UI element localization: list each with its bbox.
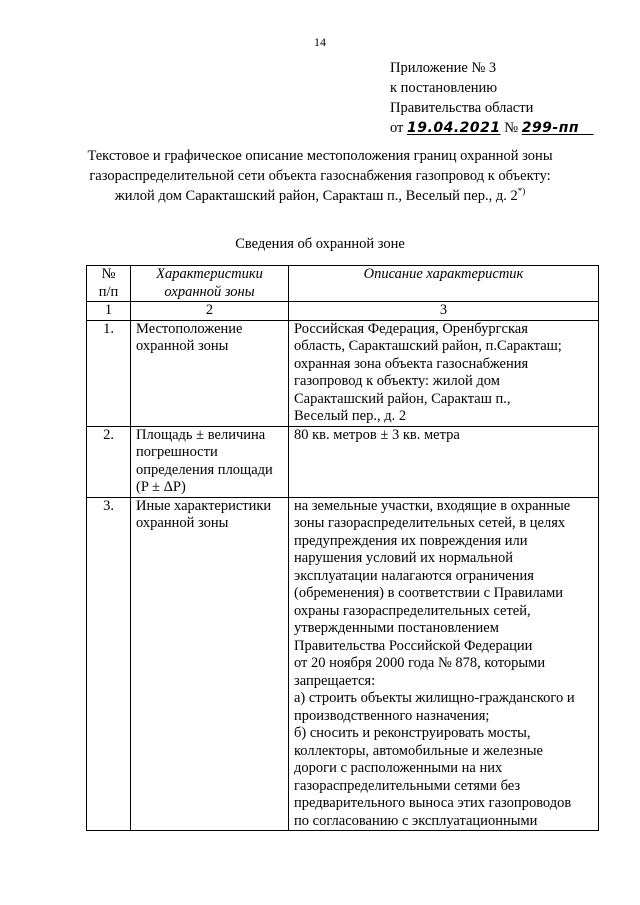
row-characteristic: Местоположение охранной зоны xyxy=(131,320,289,426)
handwritten-date: 19.04.2021 xyxy=(407,120,501,136)
row-number: 2. xyxy=(87,426,131,497)
row-number: 1. xyxy=(87,320,131,426)
date-prefix: от xyxy=(390,120,404,136)
index-cell-3: 3 xyxy=(289,302,599,321)
appendix-line-1: Приложение № 3 xyxy=(390,60,497,76)
table-row xyxy=(87,497,599,831)
row-description: на земельные участки, входящие в охранные зоны газораспределительных сетей, в целях предупреждения их повреждения или нарушения условий их нормальной эксплуатации налагаются ограничения (обременения) в соответствии с Правилами охраны газораспределительных сетей, утвержденными постановлением Правительства Российской Федерации от 20 ноября 2000 года № 878, которыми запрещается: а) строить объекты жилищно-гражданского и производственного назначения; б) сносить и реконструировать мосты, коллекторы, автомобильные и железные дороги с расположенными на них газораспределительными сетями без предварительного выноса этих газопроводов по согласованию с эксплуатационными xyxy=(289,497,599,831)
document-title xyxy=(80,146,560,206)
row-description: 80 кв. метров ± 3 кв. метра xyxy=(289,426,599,497)
appendix-line-3: Правительства области xyxy=(390,100,534,116)
page-number: 14 xyxy=(314,35,326,49)
row-description: Российская Федерация, Оренбургская область, Саракташский район, п.Саракташ; охранная зона объекта газоснабжения газопровод к объекту: жилой дом Саракташский район, Саракташ п., Веселый пер., д. 2 xyxy=(289,320,599,426)
title-text: Текстовое и графическое описание местоположения границ охранной зоны газораспределительной сети объекта газоснабжения газопровод к объекту: жилой дом Саракташский район, Саракташ п., Веселый пер., д. 2 xyxy=(87,148,553,204)
table-row xyxy=(87,320,599,426)
header-description: Описание характеристик xyxy=(289,266,599,302)
zone-info-table xyxy=(86,265,599,831)
header-number: № п/п xyxy=(87,266,131,302)
title-footnote-mark: *) xyxy=(517,186,526,197)
number-prefix: № xyxy=(504,120,519,136)
handwritten-number: 299-пп xyxy=(521,120,580,136)
appendix-block xyxy=(390,58,594,138)
index-cell-1: 1 xyxy=(87,302,131,321)
table-header-row xyxy=(87,266,599,302)
appendix-date-line xyxy=(390,118,594,138)
row-characteristic: Иные характеристики охранной зоны xyxy=(131,497,289,831)
section-subtitle: Сведения об охранной зоне xyxy=(235,236,405,252)
row-number: 3. xyxy=(87,497,131,831)
appendix-line-2: к постановлению xyxy=(390,80,498,96)
table-row xyxy=(87,426,599,497)
index-cell-2: 2 xyxy=(131,302,289,321)
header-characteristics: Характеристики охранной зоны xyxy=(131,266,289,302)
row-characteristic: Площадь ± величина погрешности определения площади (P ± ΔP) xyxy=(131,426,289,497)
table-index-row xyxy=(87,302,599,321)
